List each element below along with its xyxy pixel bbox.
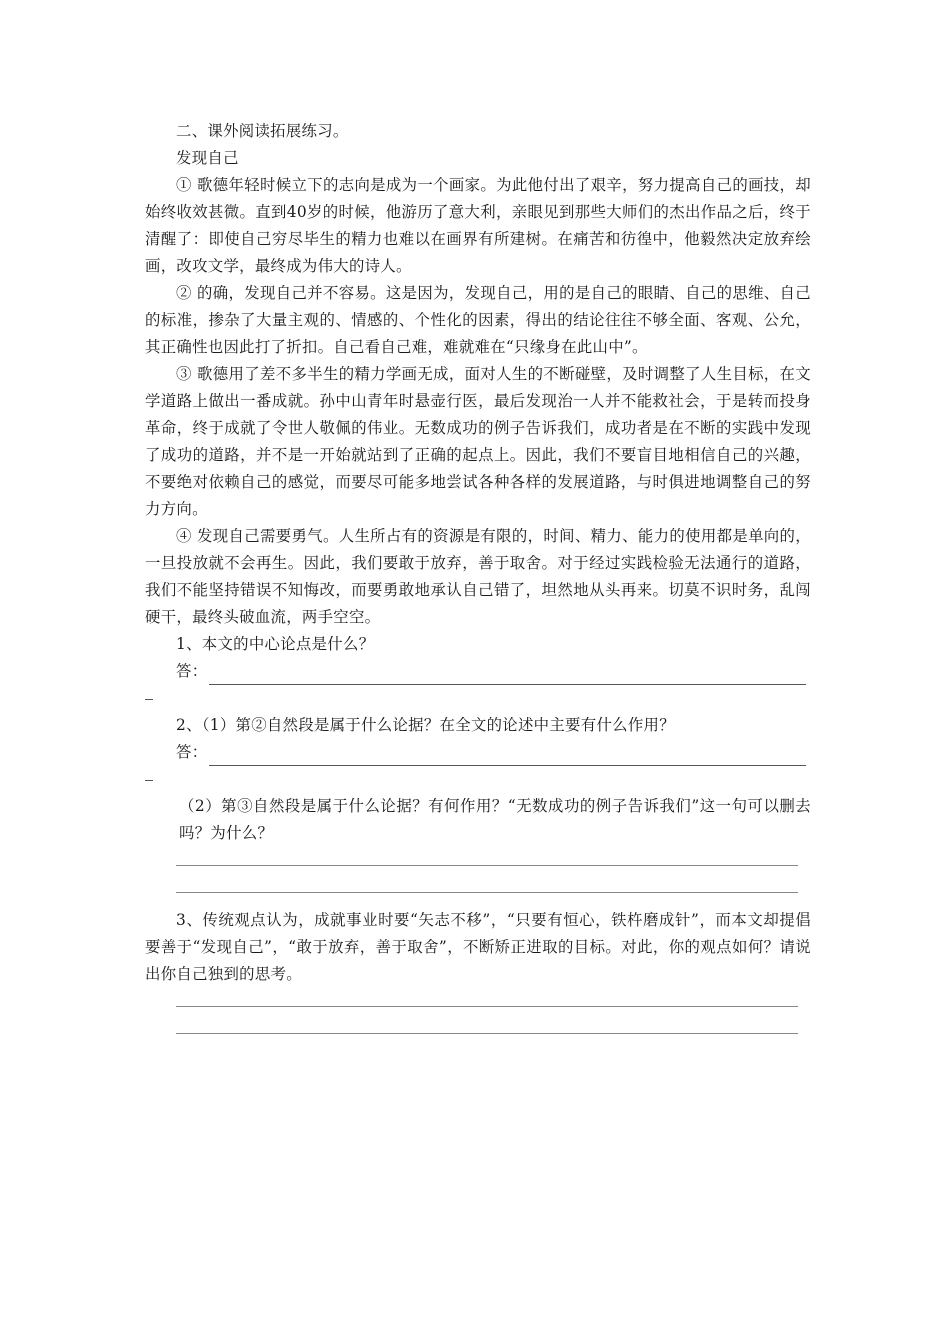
answer-blank-line[interactable] [145, 1015, 811, 1042]
paragraph-4: ④ 发现自己需要勇气。人生所占有的资源是有限的，时间、精力、能力的使用都是单向的，一旦投放就不会再生。因此，我们要敢于放弃，善于取舍。对于经过实践检验无法通行的道路，我们不能坚持错误不知悔改，而要勇敢地承认自己错了，坦然地从头再来。切莫不识时务，乱闯硬干，最终头破血流，两手空空。 [145, 527, 811, 626]
answer-line-tail [145, 685, 811, 712]
answer-line[interactable] [209, 665, 806, 685]
section-heading: 二、课外阅读拓展练习。 [176, 122, 349, 140]
answer-row-2[interactable] [145, 739, 811, 766]
answer-label: 答： [176, 662, 208, 680]
answer-blank-line[interactable] [145, 874, 811, 901]
question-3: 3、传统观点认为，成就事业时要“矢志不移”，“只要有恒心，铁杵磨成针”，而本文却提倡要善于“发现自己”，“敢于放弃，善于取舍”，不断矫正进取的目标。对此，你的观点如何？请说出你自己独到的思考。 [145, 911, 811, 983]
question-1: 1、本文的中心论点是什么？ [176, 635, 375, 653]
question-2-2: （2）第③自然段是属于什么论据？有何作用？“无数成功的例子告诉我们”这一句可以删去吗？为什么？ [179, 797, 811, 842]
article-title: 发现自己 [176, 149, 239, 167]
answer-label: 答： [176, 743, 208, 761]
paragraph-1: ① 歌德年轻时候立下的志向是成为一个画家。为此他付出了艰辛，努力提高自己的画技，却始终收效甚微。直到40岁的时候，他游历了意大利，亲眼见到那些大师们的杰出作品之后，终于清醒了：即使自己穷尽毕生的精力也难以在画界有所建树。在痛苦和彷徨中，他毅然决定放弃绘画，改攻文学，最终成为伟大的诗人。 [145, 176, 811, 275]
answer-blank-line[interactable] [145, 988, 811, 1015]
answer-line-tail [145, 766, 811, 793]
paragraph-2: ② 的确，发现自己并不容易。这是因为，发现自己，用的是自己的眼睛、自己的思维、自己的标准，掺杂了大量主观的、情感的、个性化的因素，得出的结论往往不够全面、客观、公允，其正确性也因此打了折扣。自己看自己难，难就难在“只缘身在此山中”。 [145, 284, 811, 356]
answer-line[interactable] [209, 746, 806, 766]
answer-row-1[interactable] [145, 658, 811, 685]
paragraph-3: ③ 歌德用了差不多半生的精力学画无成，面对人生的不断碰壁，及时调整了人生目标，在文学道路上做出一番成就。孙中山青年时悬壶行医，最后发现治一人并不能救社会，于是转而投身革命，终于成就了令世人敬佩的伟业。无数成功的例子告诉我们，成功者是在不断的实践中发现了成功的道路，并不是一开始就站到了正确的起点上。因此，我们不要盲目地相信自己的兴趣，不要绝对依赖自己的感觉，而要尽可能多地尝试各种各样的发展道路，与时俱进地调整自己的努力方向。 [145, 365, 811, 518]
worksheet-content [145, 118, 811, 1042]
question-2-1: 2、（1）第②自然段是属于什么论据？在全文的论述中主要有什么作用？ [176, 716, 675, 734]
answer-blank-line[interactable] [145, 847, 811, 874]
